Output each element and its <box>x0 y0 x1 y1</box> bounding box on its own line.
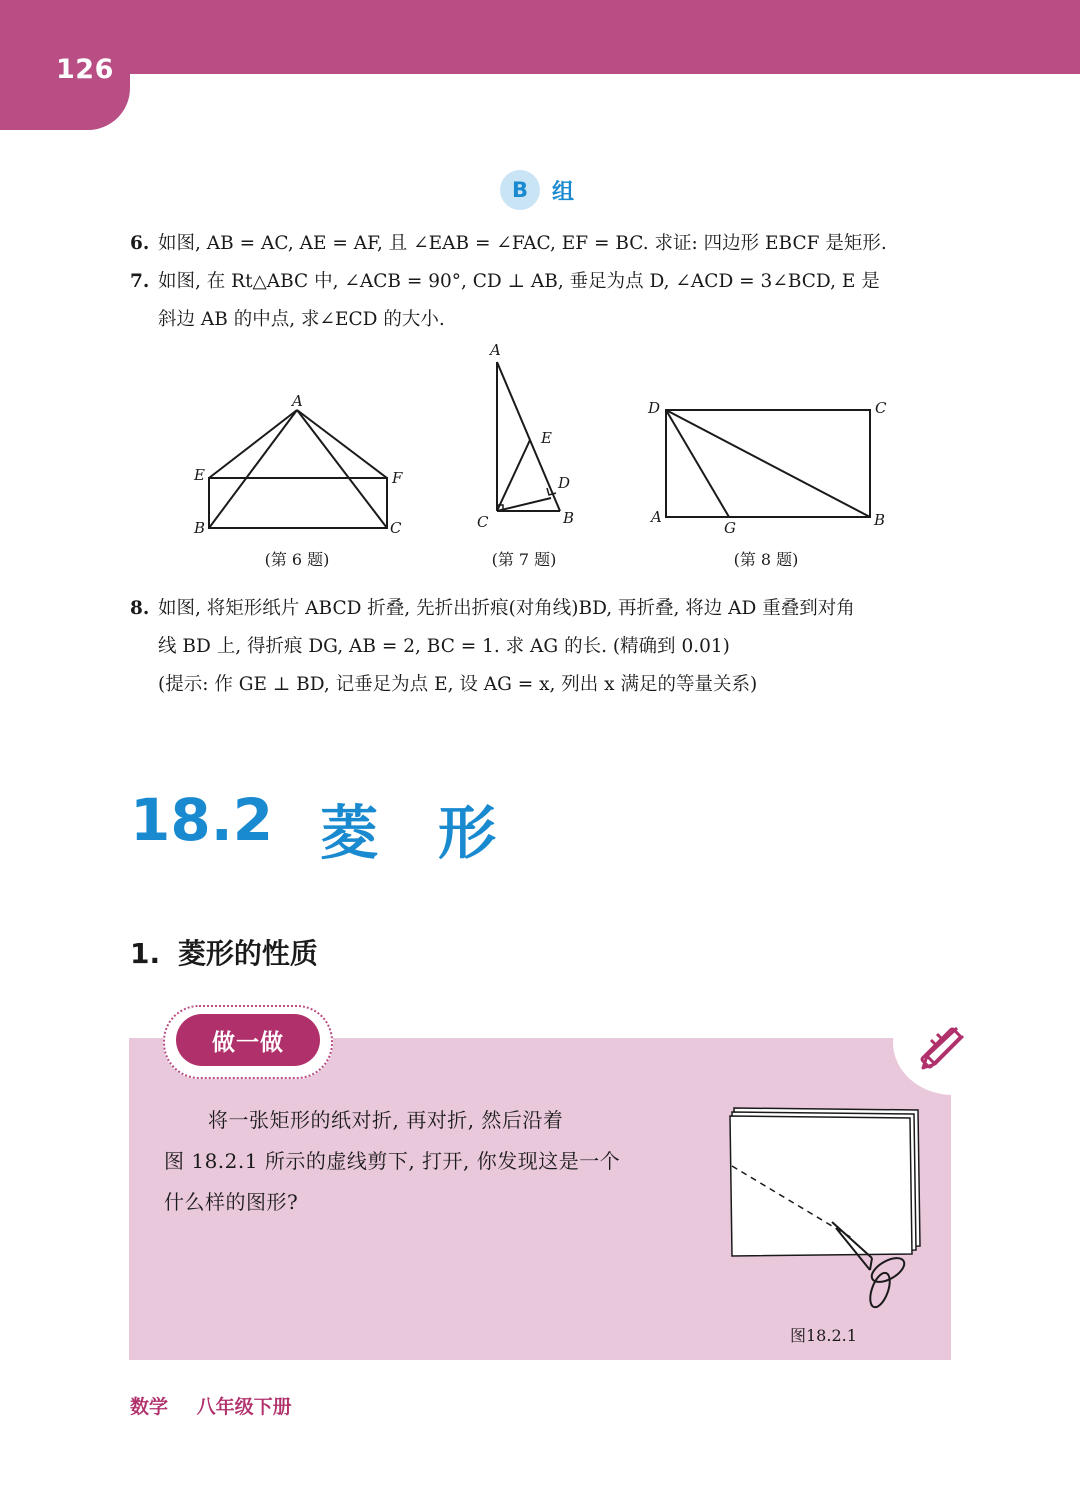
problem-text-line-2: 斜边 AB 的中点, 求∠ECD 的大小. <box>158 309 445 330</box>
activity-line-3: 什么样的图形? <box>164 1190 299 1214</box>
label-E: E <box>194 466 205 484</box>
footer-grade: 八年级下册 <box>196 1396 292 1418</box>
label-B: B <box>563 509 575 527</box>
label-B: B <box>874 511 886 529</box>
activity-badge: 做一做 <box>176 1014 320 1066</box>
label-F: F <box>392 469 403 487</box>
label-C: C <box>390 519 402 537</box>
subsection-text: 菱形的性质 <box>177 937 318 970</box>
figure-problem-8 <box>640 395 900 540</box>
label-B: B <box>194 519 206 537</box>
section-title-char-2: 形 <box>438 799 497 867</box>
label-E: E <box>541 429 552 447</box>
footer-subject: 数学 <box>130 1396 169 1418</box>
problem-text-line-2: 线 BD 上, 得折痕 DG, AB = 2, BC = 1. 求 AG 的长. (精确到 0.01) <box>158 636 730 657</box>
problem-text-line-3: (提示: 作 GE ⊥ BD, 记垂足为点 E, 设 AG = x, 列出 x 满足的等量关系) <box>158 674 758 695</box>
figure-problem-7 <box>470 340 590 540</box>
section-number: 18.2 <box>130 786 274 854</box>
problem-number: 7. <box>130 271 150 292</box>
label-D: D <box>558 474 571 492</box>
figure-problem-6 <box>185 390 415 550</box>
problem-6 <box>130 225 960 263</box>
folded-paper-figure <box>722 1098 932 1313</box>
activity-line-2: 图 18.2.1 所示的虚线剪下, 打开, 你发现这是一个 <box>164 1149 621 1173</box>
problem-number: 8. <box>130 598 150 619</box>
label-A: A <box>490 341 501 359</box>
problem-8 <box>130 590 960 704</box>
label-C: C <box>875 399 887 417</box>
header-bar <box>0 0 1080 74</box>
subsection-number: 1. <box>130 937 161 970</box>
figure-7-caption: (第 7 题) <box>491 550 557 569</box>
problem-text-line-1: 如图, 将矩形纸片 ABCD 折叠, 先折出折痕(对角线)BD, 再折叠, 将边 AD 重叠到对角 <box>158 598 855 619</box>
label-A: A <box>651 508 662 526</box>
problem-text: 如图, AB = AC, AE = AF, 且 ∠EAB = ∠FAC, EF = BC. 求证: 四边形 EBCF 是矩形. <box>158 233 887 254</box>
group-label: 组 <box>552 179 575 205</box>
subsection-title <box>130 932 318 972</box>
activity-text <box>164 1100 704 1223</box>
problem-number: 6. <box>130 233 150 254</box>
footer <box>130 1392 314 1419</box>
section-title-char-1: 菱 <box>320 799 379 867</box>
label-D: D <box>648 399 661 417</box>
label-G: G <box>724 519 736 537</box>
label-A: A <box>292 392 303 410</box>
label-C: C <box>477 513 489 531</box>
figure-18-2-1-caption: 图18.2.1 <box>790 1326 857 1345</box>
group-heading <box>500 170 574 210</box>
section-title <box>130 786 556 870</box>
figure-6-caption: (第 6 题) <box>264 550 330 569</box>
pencil-ruler-icon <box>917 1024 967 1074</box>
problem-7 <box>130 263 960 339</box>
page-number: 126 <box>56 54 114 85</box>
activity-line-1: 将一张矩形的纸对折, 再对折, 然后沿着 <box>208 1108 564 1132</box>
problem-text-line-1: 如图, 在 Rt△ABC 中, ∠ACB = 90°, CD ⊥ AB, 垂足为点 D, ∠ACD = 3∠BCD, E 是 <box>158 271 880 292</box>
figure-8-caption: (第 8 题) <box>733 550 799 569</box>
group-badge: B <box>500 170 540 210</box>
